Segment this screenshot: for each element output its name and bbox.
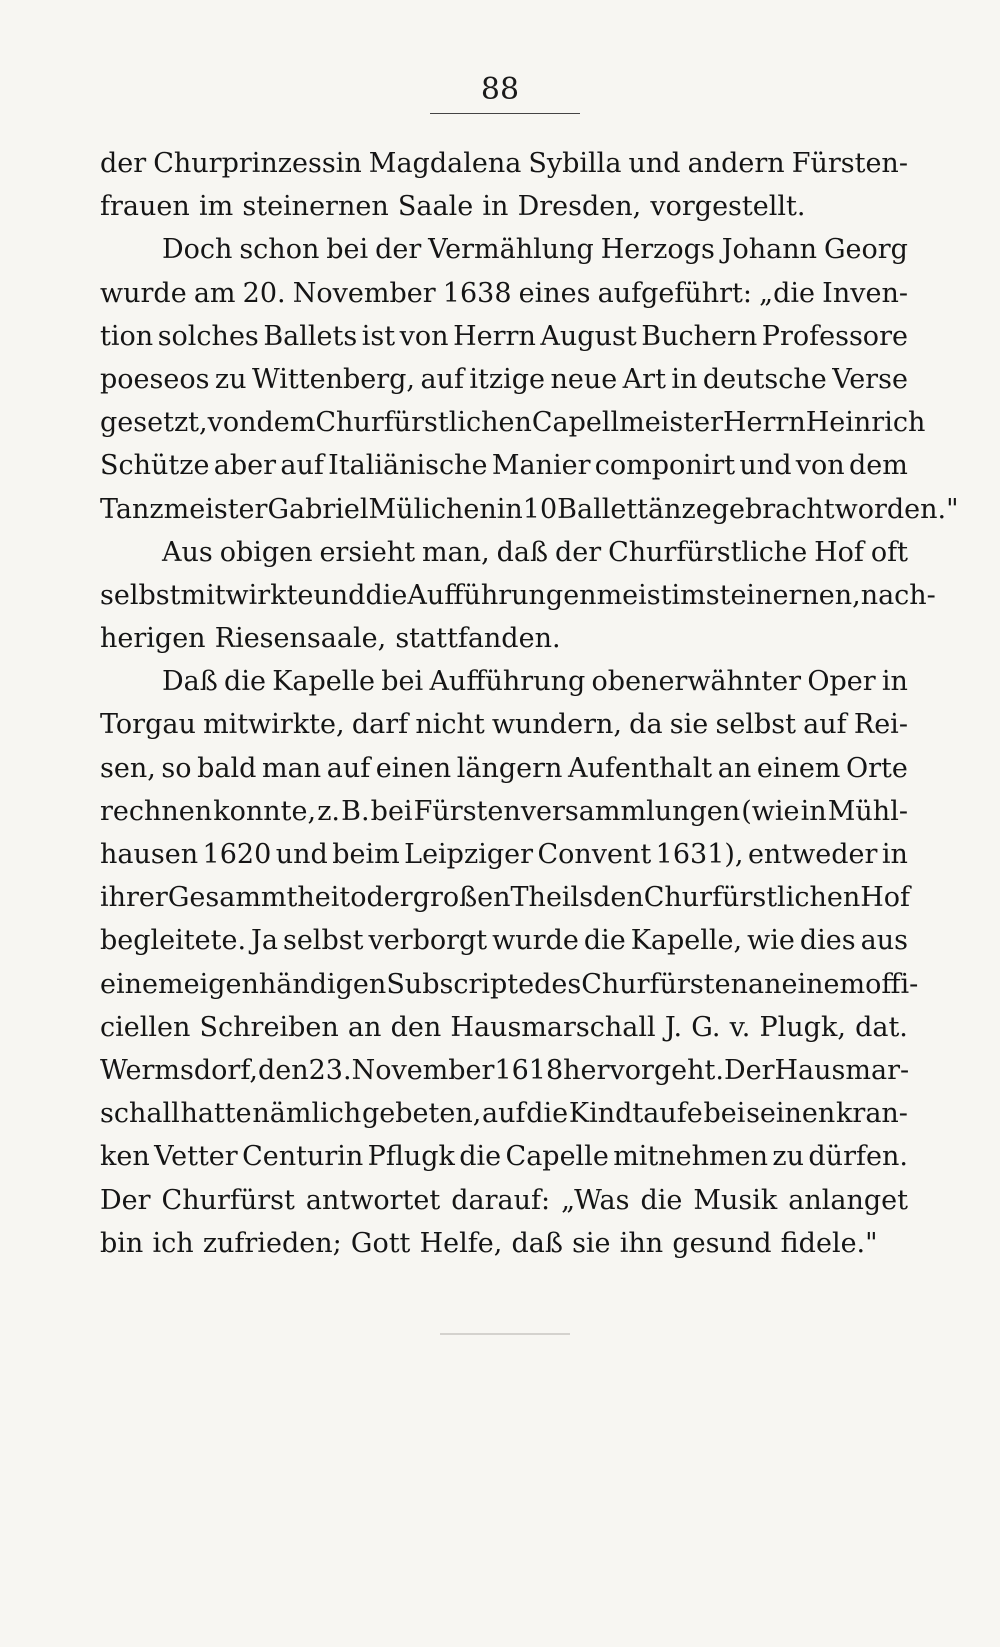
word: selbst [282,925,364,957]
word: Hausmarschall [450,1011,656,1043]
word: nach- [860,579,936,611]
word: hatte [180,1098,252,1130]
word: meist [596,579,672,611]
word: im [671,579,706,611]
word: einem [100,968,184,1000]
word: daß [496,536,549,568]
word: wurde [100,277,187,309]
word: des [534,968,582,1000]
word: Churfürsten [581,968,748,1000]
word: Aufführung [429,666,586,698]
text-line [100,919,908,962]
word: z. [317,795,340,827]
word: auf [326,752,371,784]
word: aber [213,450,277,482]
word: hervorgeht. [563,1054,724,1086]
word: „die [759,277,816,309]
word: Hof [860,882,911,914]
word: darauf: [451,1184,551,1216]
word: B. [341,795,370,827]
text-line [100,315,908,358]
word: fidele." [780,1227,878,1259]
word: und [739,450,792,482]
word: bei [703,1098,746,1130]
word: großen [412,882,511,914]
word: sie [572,1227,611,1259]
word: Daß [162,666,218,698]
word: Fürstenversammlungen [413,795,741,827]
word: bei [326,234,369,266]
word: selbst [715,709,796,741]
word: von [399,320,449,352]
word: componirt [594,450,736,482]
word: 1631), [655,839,744,870]
word: von [795,450,845,482]
word: worden." [834,493,959,525]
text-line [100,1135,908,1178]
text-line [100,617,908,660]
word: Hof [814,536,864,568]
page-number: 88 [480,72,520,107]
text-line [100,142,908,185]
word: zu [214,363,247,395]
text-line [100,833,908,876]
word: Gesammtheit [167,882,351,914]
word: G. [691,1011,721,1043]
text-line [100,747,908,790]
word: Helfe, [419,1227,503,1259]
text-line [100,1222,908,1265]
body-text [100,142,959,1265]
word: in [671,363,698,395]
word: Inven- [822,277,908,309]
word: bin [100,1227,144,1259]
text-line [100,444,908,487]
word: Aufenthalt [568,752,713,784]
word: Schütze [100,450,210,482]
word: Italiänische [328,450,488,482]
word: ist [361,320,396,352]
word: Magdalena [368,148,522,179]
word: ersieht [319,536,416,568]
word: gesund [672,1227,772,1259]
word: gesetzt, [100,407,208,439]
word: zu [772,1141,805,1173]
word: die [459,1141,502,1173]
word: Pflugk [367,1141,455,1173]
word: neue [550,363,618,395]
word: in [482,191,509,223]
word: auf [420,363,464,395]
word: 1618 [494,1054,564,1086]
word: tion [100,320,154,352]
word: Buchern [641,320,758,352]
word: Orte [846,752,908,784]
word: zufrieden; [202,1227,342,1259]
word: Verse [832,363,908,395]
word: eines [518,277,591,309]
word: aus [860,925,908,957]
word: Professore [761,320,908,352]
word: Herrn [453,320,536,352]
word: entweder [747,839,878,870]
word: Saale [397,191,474,223]
word: Doch [162,234,233,266]
word: (wie [741,795,800,827]
text-line [100,1049,908,1092]
word: Kapelle, [630,925,743,957]
text-line [100,185,908,228]
word: Capellmeister [531,407,723,439]
word: steinernen [242,191,389,223]
word: Theils [510,882,594,914]
word: mitwirkte [180,579,314,611]
word: mitwirkte, [203,709,345,741]
word: von [207,407,257,439]
word: Manier [491,450,591,482]
word: Rei- [853,709,908,741]
word: an [747,968,782,1000]
word: kran- [836,1098,908,1130]
word: Gott [350,1227,411,1259]
word: 23. [308,1054,352,1086]
header-rule [430,113,580,114]
word: dem [849,450,908,482]
word: den [257,1054,309,1086]
word: daß [511,1227,563,1259]
word: darf [351,709,409,741]
word: bei [381,666,424,698]
text-line [100,876,911,919]
word: 1638 [442,277,512,309]
word: schon [239,234,320,266]
word: Aufführungen [407,579,597,611]
text-line [100,574,936,617]
word: Churfürst [161,1184,295,1216]
word: steinernen, [705,579,861,611]
word: Leipziger [404,839,533,870]
bleed-through-rule [440,1333,570,1335]
word: offi- [865,968,919,1000]
word: Oper [807,666,876,698]
word: den [593,882,644,914]
word: Art [622,363,666,395]
word: poeseos [100,363,210,395]
word: nämlich [252,1098,362,1130]
word: November [351,1054,495,1086]
word: stattfanden. [395,623,561,655]
word: oder [350,882,413,914]
word: so [161,752,192,784]
word: sie [669,709,709,741]
word: Vermählung [428,234,594,266]
word: beim [332,839,400,870]
text-line [100,272,908,315]
word: an [717,752,752,784]
word: Schreiben [199,1011,339,1043]
word: und [628,148,681,179]
word: Dresden, [517,191,642,223]
word: v. [729,1011,751,1043]
word: begleitete. [100,925,247,957]
word: obigen [219,536,313,568]
word: auf [482,1098,526,1130]
word: der [375,234,422,266]
word: an [347,1011,382,1043]
word: Mülichen [368,493,497,525]
word: dies [799,925,856,957]
word: längern [456,752,563,784]
word: oft [870,536,908,568]
word: Mühl- [827,795,908,827]
word: ihn [619,1227,664,1259]
word: verborgt [368,925,488,957]
word: J. [664,1011,683,1043]
word: schall [100,1098,180,1130]
word: Churprinzessin [153,148,362,179]
word: auf [803,709,847,741]
word: Hausmar- [774,1054,910,1086]
word: und [313,579,366,611]
text-line [100,963,919,1006]
word: Churfürstliche [608,536,808,568]
word: einem [756,752,841,784]
word: Wittenberg, [252,363,416,395]
word: wie [747,925,795,957]
word: Der [723,1054,775,1086]
word: in [881,839,908,870]
word: bei [370,795,413,827]
word: „Was [561,1184,630,1216]
word: konnte, [213,795,317,827]
word: ihrer [100,882,168,914]
word: rechnen [100,795,213,827]
word: Torgau [100,709,196,741]
word: bald [197,752,257,784]
word: ciellen [100,1011,191,1043]
text-line [100,531,908,574]
word: gebracht [711,493,835,525]
word: Kindtaufe [568,1098,703,1130]
word: die [365,579,408,611]
word: vorgestellt. [650,191,806,223]
word: im [198,191,234,223]
text-line [100,401,926,444]
word: man [262,752,322,784]
text-line [100,358,908,401]
word: antwortet [305,1184,441,1216]
text-line [100,228,908,271]
word: und [275,839,328,870]
text-line [100,488,959,531]
word: Riesensaale, [214,623,387,655]
word: Der [100,1184,151,1216]
word: itzige [469,363,546,395]
word: dem [256,407,316,439]
word: man, [422,536,490,568]
word: der [554,536,602,568]
word: 20. [242,277,286,309]
word: dürfen. [808,1141,908,1173]
word: Wermsdorf, [100,1054,258,1086]
word: in [881,666,908,698]
word: am [193,277,236,309]
word: Johann [721,234,818,266]
word: solches [157,320,259,352]
word: Ballets [263,320,358,352]
word: andern [687,148,785,179]
word: Ja [251,925,278,957]
word: anlanget [788,1184,908,1216]
word: die [640,1184,683,1216]
word: ich [152,1227,194,1259]
word: in [800,795,827,827]
text-line [100,1179,908,1222]
word: auf [280,450,324,482]
word: Vetter [154,1141,238,1173]
word: nicht [415,709,485,741]
word: Capelle [505,1141,609,1173]
word: sen, [100,752,156,784]
word: dat. [855,1011,908,1043]
word: Sybilla [528,148,622,179]
text-line [100,1006,908,1049]
word: aufgeführt: [597,277,752,309]
word: eigenhändigen [183,968,387,1000]
word: Churfürstlichen [643,882,861,914]
word: 1620 [202,839,272,870]
text-line [100,703,908,746]
word: August [540,320,637,352]
word: Kapelle [272,666,375,698]
word: Musik [693,1184,778,1216]
word: 10 [522,493,558,525]
text-line [100,1092,908,1135]
text-line [100,660,908,703]
word: den [390,1011,442,1043]
word: Herzogs [600,234,715,266]
word: deutsche [702,363,827,395]
word: obenerwähnter [591,666,802,698]
word: Herrn [723,407,806,439]
word: Subscripte [386,968,535,1000]
word: in [496,493,523,525]
word: der [100,148,147,179]
word: wurde [492,925,579,957]
word: wundern, [491,709,622,741]
word: die [224,666,266,698]
word: da [629,709,663,741]
text-line [100,790,908,833]
word: Gabriel [267,493,369,525]
word: selbst [100,579,181,611]
word: herigen [100,623,206,655]
word: mitnehmen [613,1141,769,1173]
word: Plugk, [759,1011,846,1043]
word: einem [781,968,866,1000]
word: seinen [746,1098,836,1130]
word: Centurin [242,1141,364,1173]
word: hausen [100,839,199,870]
word: Heinrich [805,407,926,439]
word: November [292,277,436,309]
word: Aus [162,536,213,568]
word: einen [375,752,452,784]
word: ken [100,1141,150,1173]
word: Churfürstlichen [315,407,532,439]
word: Fürsten- [791,148,908,179]
word: frauen [100,191,190,223]
word: Tanzmeister [100,493,268,525]
word: gebeten, [361,1098,482,1130]
word: Georg [823,234,908,266]
word: Ballettänze [557,493,712,525]
word: die [526,1098,569,1130]
word: die [583,925,626,957]
word: Convent [537,839,652,870]
